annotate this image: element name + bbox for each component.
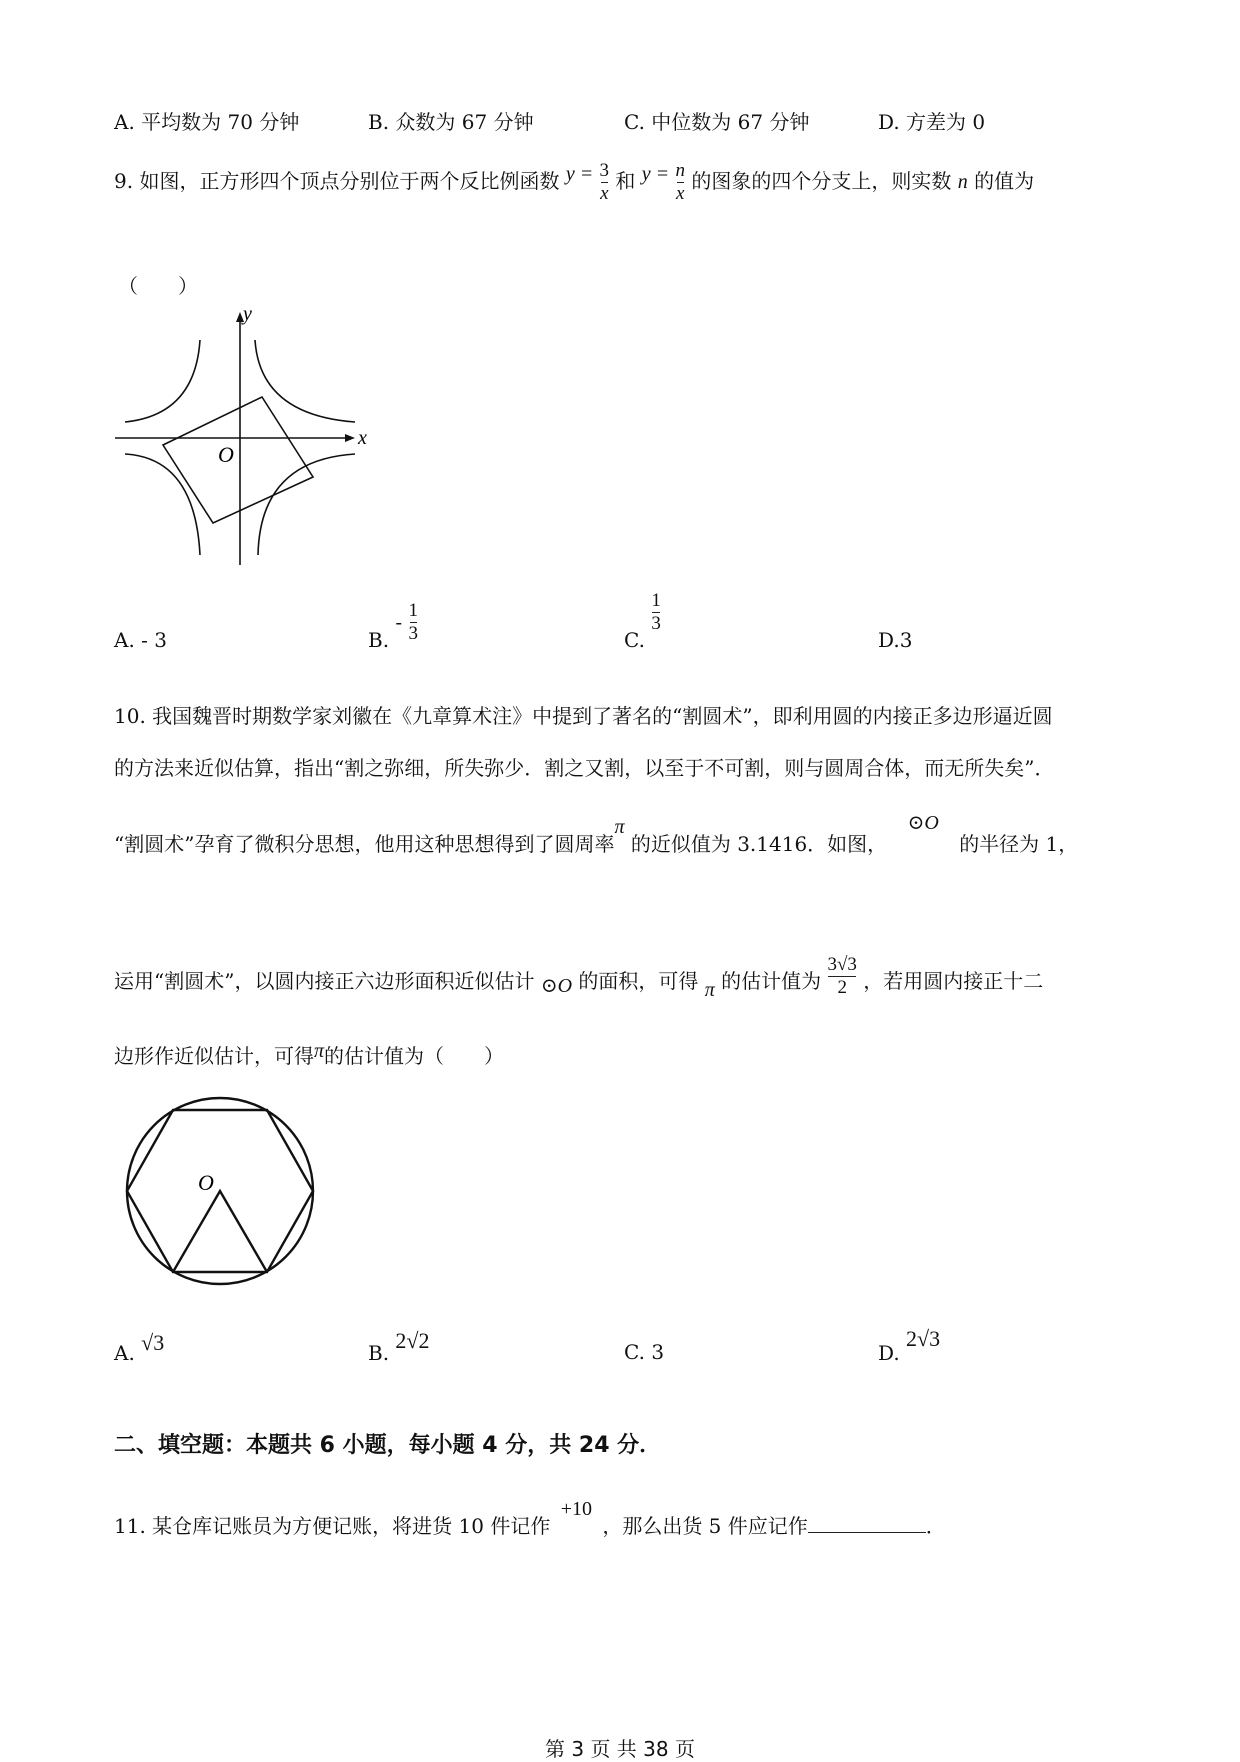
q10-option-b: B. 2√2 — [368, 1328, 430, 1365]
q10-line-2: 的方法来近似估算，指出“割之弥细，所失弥少．割之又割，以至于不可割，则与圆周合体，而无所失矣”． — [114, 756, 1055, 780]
q10-circle-hexagon-figure — [120, 1095, 320, 1295]
q8-option-d: D. 方差为 0 — [878, 110, 986, 134]
q10-option-c: C. 3 — [624, 1340, 665, 1364]
q9-stem: 9. 如图，正方形四个顶点分别位于两个反比例函数 y = $\frac{3}{x}$ 和 y = $\frac{n}{x}$ 的图象的四个分支上，则实数 n 的值为 — [114, 160, 1035, 204]
q9-option-a: A. - 3 — [114, 628, 168, 652]
q10-line-5: 边形作近似估计，可得π的估计值为（ ） — [114, 1040, 505, 1068]
q9-option-c: C. $\frac{1}{3}$ — [624, 590, 661, 652]
q9-answer-paren: （ ） — [118, 274, 198, 298]
q9-hyperbola-square-figure — [110, 300, 380, 570]
q10-line-4: 运用“割圆术”，以圆内接正六边形面积近似估计 ⊙O 的面积，可得 π 的估计值为 $\frac{3√3}{2}$ ，若用圆内接正十二 — [114, 954, 1044, 1001]
page-footer: 第 3 页 共 38 页 — [545, 1737, 695, 1761]
q9-function-2: y = $\frac{n}{x}$ — [641, 160, 685, 204]
q10-line-1: 10. 我国魏晋时期数学家刘徽在《九章算术注》中提到了著名的“割圆术”，即利用圆的内接正多边形逼近圆 — [114, 704, 1053, 728]
svg-text:O: O — [218, 442, 234, 467]
svg-text:x: x — [358, 427, 367, 449]
svg-text:y: y — [243, 303, 252, 325]
q8-option-a: A. 平均数为 70 分钟 — [114, 110, 300, 134]
q9-option-d: D.3 — [878, 628, 913, 652]
section-2-heading: 二、填空题：本题共 6 小题，每小题 4 分，共 24 分． — [114, 1433, 662, 1458]
q11-stem: 11. 某仓库记账员为方便记账，将进货 10 件记作+10，那么出货 5 件应记作 ． — [114, 1498, 946, 1538]
q9-prefix: 9. 如图，正方形四个顶点分别位于两个反比例函数 — [114, 169, 560, 193]
q10-line-3: “割圆术”孕育了微积分思想，他用这种思想得到了圆周率π 的近似值为 3.1416．如图，⊙O的半径为 1， — [114, 812, 1079, 856]
q11-answer-blank[interactable] — [808, 1514, 926, 1533]
q8-option-c: C. 中位数为 67 分钟 — [624, 110, 810, 134]
svg-text:O: O — [198, 1170, 214, 1195]
q10-option-a: A. √3 — [114, 1330, 165, 1365]
q9-option-b: B. - $\frac{1}{3}$ — [368, 600, 419, 652]
q10-option-d: D. 2√3 — [878, 1326, 941, 1365]
q8-option-b: B. 众数为 67 分钟 — [368, 110, 534, 134]
q9-function-1: y = $\frac{3}{x}$ — [565, 160, 610, 204]
